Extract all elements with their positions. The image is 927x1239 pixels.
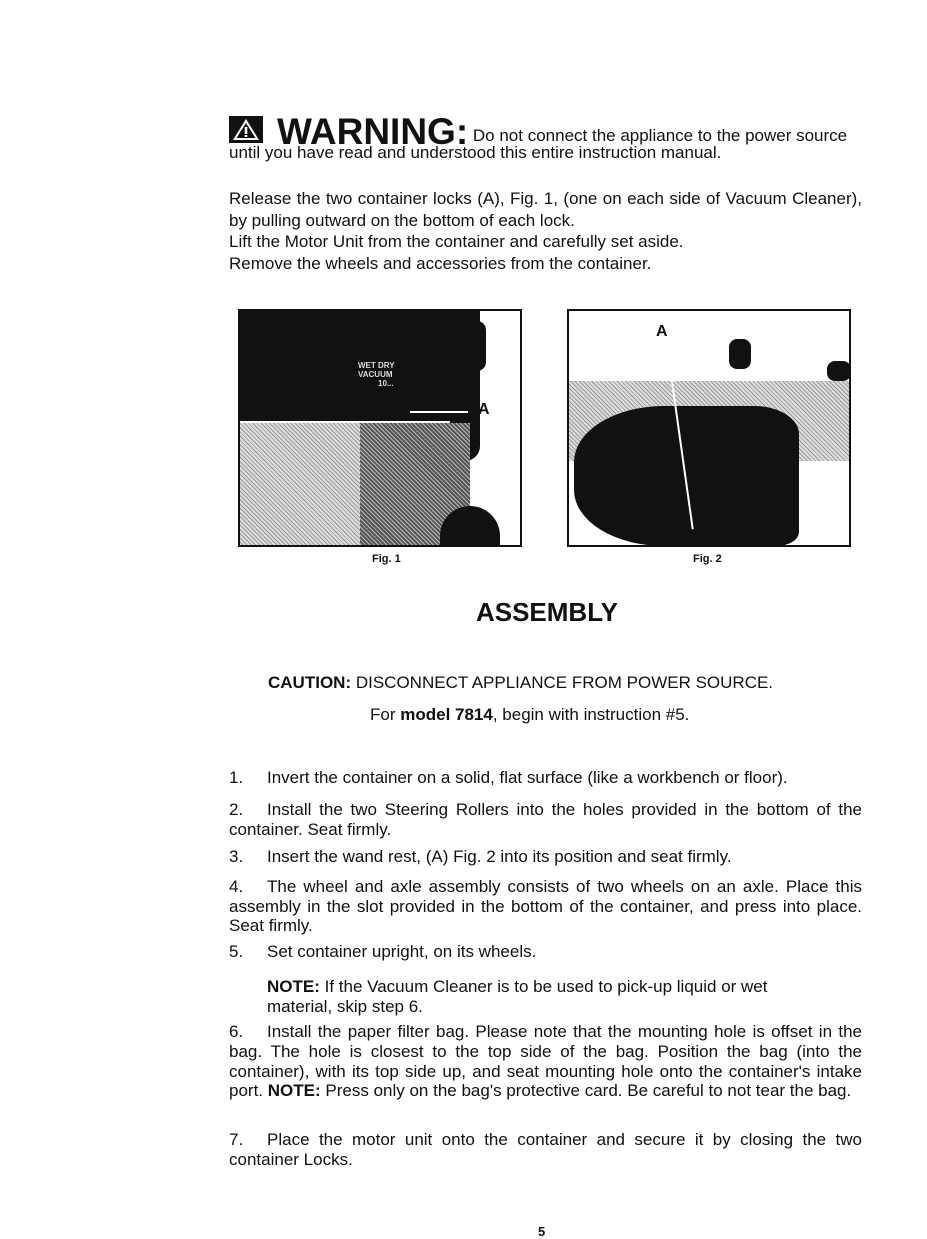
warning-label: WARNING: [277,111,469,152]
step-number: 2. [229,800,244,819]
figure-1-image [238,309,522,547]
step-6 [229,1022,862,1101]
step-number: 1. [229,768,244,787]
callout-line [468,411,476,413]
step-number: 6. [229,1022,244,1041]
step-number: 7. [229,1130,244,1149]
step-text: The wheel and axle assembly consists of two wheels on an axle. Place this assembly in the slot provided in the bottom of the container, and press into place. Seat firmly. [229,877,862,935]
step-7 [229,1130,862,1170]
note-text: Press only on the bag's protective card. Be careful to not tear the bag. [325,1081,852,1101]
note-text: If the Vacuum Cleaner is to be used to pick-up liquid or wet material, skip step 6. [267,977,768,1016]
product-text: 10... [378,379,394,388]
step-number: 5. [229,942,244,961]
model-number: model 7814 [400,705,493,724]
caution-line [268,673,773,693]
step-text: Set container upright, on its wheels. [267,942,537,961]
step-number: 3. [229,847,244,866]
step-text: Install the two Steering Rollers into the holes provided in the bottom of the container. Seat firmly. [229,800,862,839]
warning-text: Do not connect the appliance to the power source [472,126,848,145]
caution-label: CAUTION: [268,673,352,692]
step-1 [229,768,862,788]
note-label: NOTE: [267,1081,321,1101]
step-2 [229,800,862,840]
step-3 [229,847,862,867]
warning-triangle-icon [229,116,263,143]
callout-line [410,411,470,413]
step-4 [229,877,862,936]
callout-label-a: A [478,401,490,418]
step-text: Install the paper filter bag. Please note that the mounting hole is offset in the bag. The hole is closest to the top side of the bag. Position the bag (into the container), with its top side up, and seat mounting hole onto the container's intake port. [229,1022,862,1101]
model-note-suffix: , begin with instruction #5. [492,705,690,724]
callout-label-a: A [656,323,668,340]
intro-paragraph-3: Remove the wheels and accessories from the container. [229,254,652,273]
section-title: ASSEMBLY [475,597,619,627]
product-text: WET DRY [358,361,395,370]
figure-2-image [567,309,851,547]
model-note [370,705,689,725]
page-number: 5 [538,1224,546,1239]
product-text: VACUUM [358,370,393,379]
step-text: Insert the wand rest, (A) Fig. 2 into its position and seat firmly. [267,847,732,866]
warning-text-continued: until you have read and understood this entire instruction manual. [229,143,722,162]
caution-text: DISCONNECT APPLIANCE FROM POWER SOURCE. [355,673,774,692]
model-note-prefix: For [370,705,401,724]
intro-paragraph-1: Release the two container locks (A), Fig. 1, (one on each side of Vacuum Cleaner), by pulling outward on the bottom of each lock. [229,189,862,230]
step-number: 4. [229,877,244,896]
figure-1-caption: Fig. 1 [372,553,401,565]
figure-2-caption: Fig. 2 [693,553,722,565]
step-text: Invert the container on a solid, flat surface (like a workbench or floor). [267,768,788,787]
step-5 [229,942,862,962]
step-5-note [267,977,837,1016]
step-text: Place the motor unit onto the container and secure it by closing the two container Locks. [229,1130,862,1169]
note-label: NOTE: [267,977,320,996]
intro-paragraph-2: Lift the Motor Unit from the container and carefully set aside. [229,232,684,251]
